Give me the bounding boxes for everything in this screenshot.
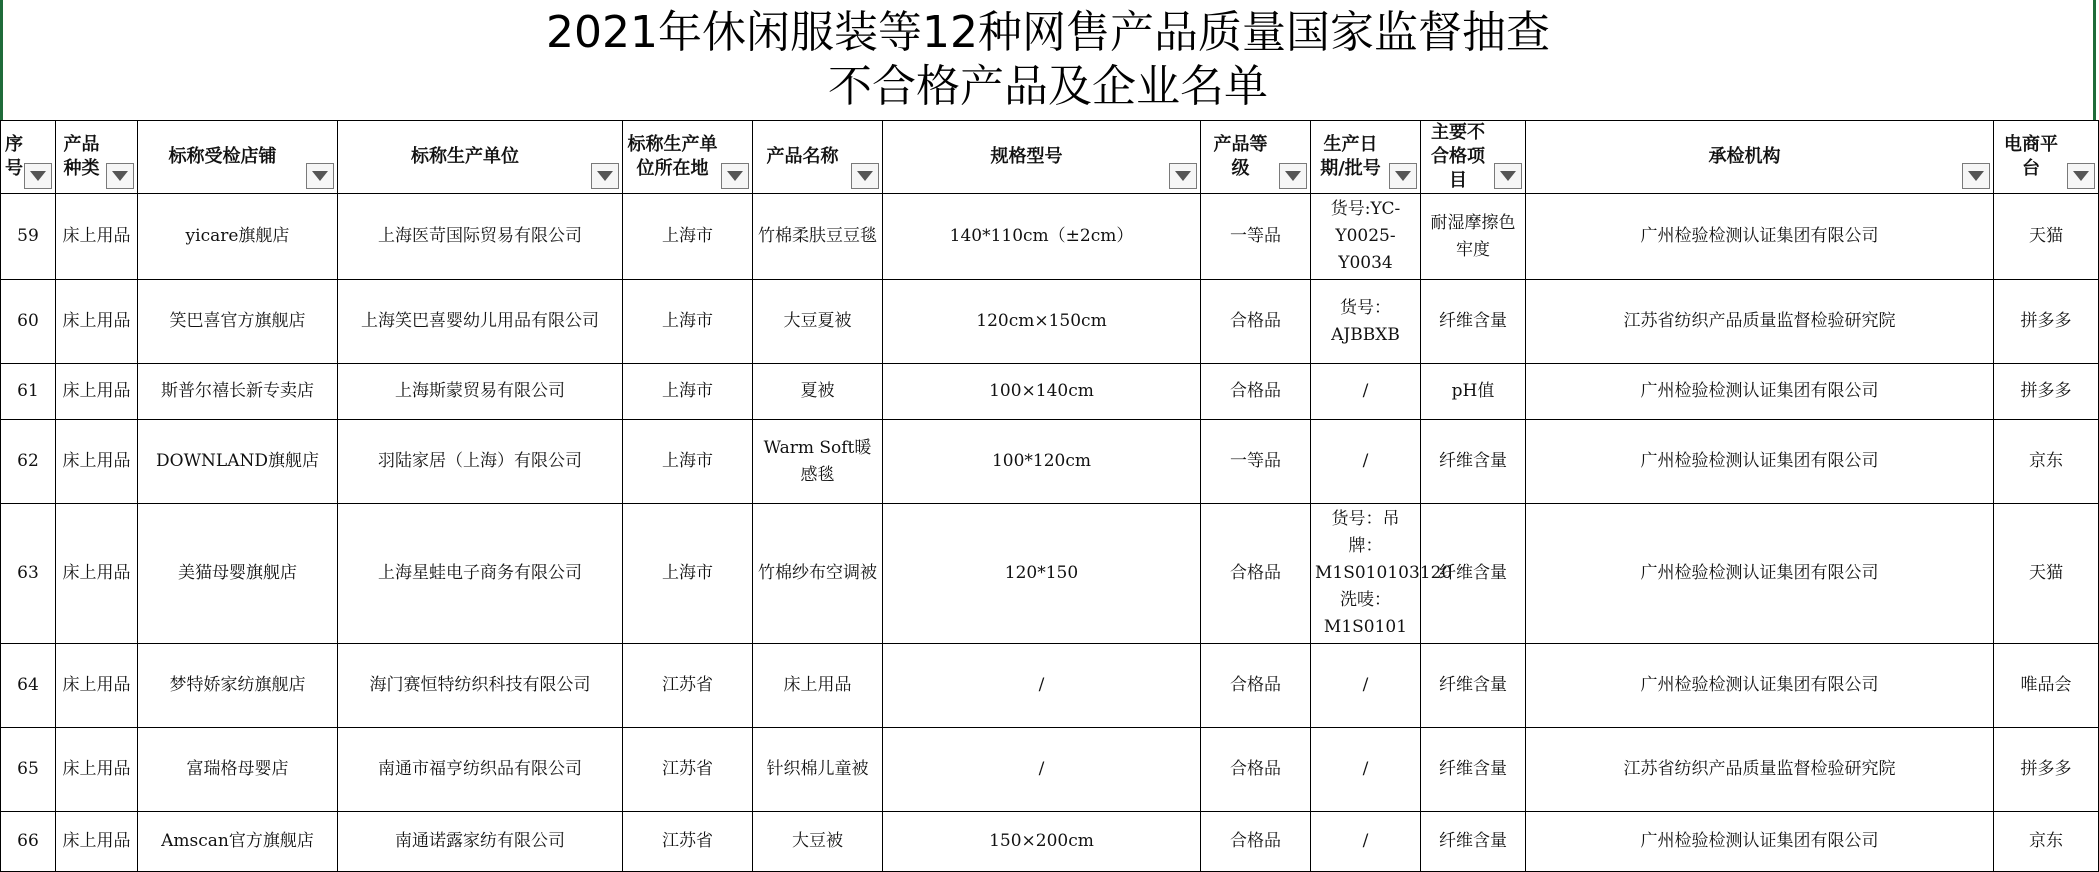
table-cell[interactable]: 床上用品 xyxy=(56,364,138,420)
table-cell[interactable]: 合格品 xyxy=(1201,812,1311,872)
table-cell[interactable]: 100×140cm xyxy=(883,364,1201,420)
table-cell[interactable]: 纤维含量 xyxy=(1421,280,1526,364)
table-cell[interactable]: 拼多多 xyxy=(1994,280,2099,364)
column-header xyxy=(883,121,1201,194)
table-cell[interactable]: 合格品 xyxy=(1201,364,1311,420)
table-cell[interactable]: 床上用品 xyxy=(56,812,138,872)
sheet-title xyxy=(0,0,2096,120)
dropdown-filter-icon[interactable] xyxy=(1279,163,1307,189)
dropdown-filter-icon[interactable] xyxy=(721,163,749,189)
table-cell[interactable]: 江苏省纺织产品质量监督检验研究院 xyxy=(1526,728,1994,812)
table-cell[interactable]: 京东 xyxy=(1994,420,2099,504)
table-cell[interactable]: 65 xyxy=(1,728,56,812)
table-cell[interactable]: 广州检验检测认证集团有限公司 xyxy=(1526,420,1994,504)
table-cell[interactable]: 上海市 xyxy=(623,280,753,364)
column-header-label: 主要不合格项目 xyxy=(1431,122,1485,191)
dropdown-filter-icon[interactable] xyxy=(1169,163,1197,189)
table-cell[interactable]: 上海市 xyxy=(623,194,753,280)
table-cell[interactable]: 南通市福亨纺织品有限公司 xyxy=(338,728,623,812)
table-cell[interactable]: 江苏省纺织产品质量监督检验研究院 xyxy=(1526,280,1994,364)
column-header-label: 标称生产单位所在地 xyxy=(627,134,718,179)
table-cell[interactable]: pH值 xyxy=(1421,364,1526,420)
table-cell[interactable]: 一等品 xyxy=(1201,420,1311,504)
table-cell[interactable]: 广州检验检测认证集团有限公司 xyxy=(1526,364,1994,420)
data-table xyxy=(0,120,2099,872)
column-header xyxy=(1994,121,2099,194)
column-header-label: 产品种类 xyxy=(63,134,100,179)
header-row xyxy=(1,121,2099,194)
table-cell[interactable]: 富瑞格母婴店 xyxy=(138,728,338,812)
table-cell[interactable]: 南通诺露家纺有限公司 xyxy=(338,812,623,872)
table-cell[interactable]: 货号:YC-Y0025-Y0034 xyxy=(1311,194,1421,280)
table-cell[interactable]: 广州检验检测认证集团有限公司 xyxy=(1526,812,1994,872)
table-cell[interactable]: 纤维含量 xyxy=(1421,644,1526,728)
table-cell[interactable]: 合格品 xyxy=(1201,644,1311,728)
dropdown-filter-icon[interactable] xyxy=(24,163,52,189)
table-cell[interactable]: 150×200cm xyxy=(883,812,1201,872)
table-cell[interactable]: 60 xyxy=(1,280,56,364)
table-cell[interactable]: 纤维含量 xyxy=(1421,812,1526,872)
table-cell[interactable]: 货号：AJBBXB xyxy=(1311,280,1421,364)
table-cell[interactable]: 床上用品 xyxy=(56,280,138,364)
table-cell[interactable]: 海门赛恒特纺织科技有限公司 xyxy=(338,644,623,728)
table-cell[interactable]: 斯普尔禧长新专卖店 xyxy=(138,364,338,420)
table-row xyxy=(1,644,2099,728)
dropdown-filter-icon[interactable] xyxy=(2067,163,2095,189)
dropdown-filter-icon[interactable] xyxy=(591,163,619,189)
table-cell[interactable]: 大豆被 xyxy=(753,812,883,872)
table-row xyxy=(1,364,2099,420)
table-cell[interactable]: 夏被 xyxy=(753,364,883,420)
column-header-label: 产品等级 xyxy=(1213,134,1268,179)
table-cell[interactable]: 120cm×150cm xyxy=(883,280,1201,364)
table-cell[interactable]: 美猫母婴旗舰店 xyxy=(138,504,338,644)
table-cell[interactable]: 合格品 xyxy=(1201,504,1311,644)
table-cell[interactable]: / xyxy=(1311,420,1421,504)
table-cell[interactable]: 天猫 xyxy=(1994,504,2099,644)
column-header xyxy=(1,121,56,194)
column-header-label: 承检机构 xyxy=(1708,146,1781,167)
table-cell[interactable]: 61 xyxy=(1,364,56,420)
title-line-2: 不合格产品及企业名单 xyxy=(828,61,1268,112)
table-cell[interactable]: Warm Soft暖感毯 xyxy=(753,420,883,504)
column-header xyxy=(753,121,883,194)
column-header xyxy=(56,121,138,194)
table-cell[interactable]: 64 xyxy=(1,644,56,728)
table-cell[interactable]: / xyxy=(1311,812,1421,872)
table-cell[interactable]: 京东 xyxy=(1994,812,2099,872)
table-cell[interactable]: 天猫 xyxy=(1994,194,2099,280)
table-cell[interactable]: 纤维含量 xyxy=(1421,728,1526,812)
table-cell[interactable]: 床上用品 xyxy=(56,644,138,728)
table-cell[interactable]: 床上用品 xyxy=(753,644,883,728)
table-cell[interactable]: / xyxy=(883,728,1201,812)
table-row xyxy=(1,194,2099,280)
table-cell[interactable]: 羽陆家居（上海）有限公司 xyxy=(338,420,623,504)
table-cell[interactable]: 62 xyxy=(1,420,56,504)
table-cell[interactable]: yicare旗舰店 xyxy=(138,194,338,280)
table-cell[interactable]: 上海市 xyxy=(623,364,753,420)
table-cell[interactable]: 梦特娇家纺旗舰店 xyxy=(138,644,338,728)
column-header xyxy=(338,121,623,194)
table-cell[interactable]: 上海市 xyxy=(623,504,753,644)
table-cell[interactable]: Amscan官方旗舰店 xyxy=(138,812,338,872)
column-header xyxy=(623,121,753,194)
table-cell[interactable]: DOWNLAND旗舰店 xyxy=(138,420,338,504)
column-header-label: 标称生产单位 xyxy=(411,146,519,167)
table-row xyxy=(1,280,2099,364)
table-cell[interactable]: 上海医苛国际贸易有限公司 xyxy=(338,194,623,280)
column-header xyxy=(1311,121,1421,194)
table-cell[interactable]: 120*150 xyxy=(883,504,1201,644)
table-cell[interactable]: 江苏省 xyxy=(623,812,753,872)
dropdown-filter-icon[interactable] xyxy=(1494,163,1522,189)
table-cell[interactable]: 床上用品 xyxy=(56,194,138,280)
table-cell[interactable]: 上海斯蒙贸易有限公司 xyxy=(338,364,623,420)
table-cell[interactable]: 耐湿摩擦色牢度 xyxy=(1421,194,1526,280)
column-header xyxy=(138,121,338,194)
table-cell[interactable]: 纤维含量 xyxy=(1421,420,1526,504)
column-header-label: 生产日期/批号 xyxy=(1320,134,1381,179)
table-cell[interactable]: 床上用品 xyxy=(56,728,138,812)
column-header xyxy=(1526,121,1994,194)
table-cell[interactable]: 大豆夏被 xyxy=(753,280,883,364)
column-header-label: 产品名称 xyxy=(766,146,839,167)
title-line-1: 2021年休闲服装等12种网售产品质量国家监督抽查 xyxy=(546,7,1550,58)
table-cell[interactable]: / xyxy=(1311,644,1421,728)
dropdown-filter-icon[interactable] xyxy=(1389,163,1417,189)
table-cell[interactable]: 广州检验检测认证集团有限公司 xyxy=(1526,644,1994,728)
table-cell[interactable]: 货号：吊牌：M1S010103120 洗唛：M1S0101 xyxy=(1311,504,1421,644)
table-cell[interactable]: 床上用品 xyxy=(56,420,138,504)
dropdown-filter-icon[interactable] xyxy=(1962,163,1990,189)
table-cell[interactable]: 100*120cm xyxy=(883,420,1201,504)
column-header xyxy=(1421,121,1526,194)
table-cell[interactable]: / xyxy=(883,644,1201,728)
table-cell[interactable]: 63 xyxy=(1,504,56,644)
table-cell[interactable]: 广州检验检测认证集团有限公司 xyxy=(1526,504,1994,644)
table-cell[interactable]: 床上用品 xyxy=(56,504,138,644)
table-cell[interactable]: 合格品 xyxy=(1201,728,1311,812)
table-cell[interactable]: 笑巴喜官方旗舰店 xyxy=(138,280,338,364)
column-header-label: 标称受检店铺 xyxy=(168,146,277,167)
table-cell[interactable]: 纤维含量 xyxy=(1421,504,1526,644)
table-cell[interactable]: 上海星蛙电子商务有限公司 xyxy=(338,504,623,644)
table-cell[interactable]: / xyxy=(1311,364,1421,420)
table-row xyxy=(1,420,2099,504)
table-cell[interactable]: 竹棉纱布空调被 xyxy=(753,504,883,644)
table-cell[interactable]: 江苏省 xyxy=(623,728,753,812)
table-body xyxy=(1,194,2099,872)
table-cell[interactable]: 上海市 xyxy=(623,420,753,504)
table-cell[interactable]: 江苏省 xyxy=(623,644,753,728)
table-cell[interactable]: / xyxy=(1311,728,1421,812)
column-header xyxy=(1201,121,1311,194)
table-cell[interactable]: 针织棉儿童被 xyxy=(753,728,883,812)
table-cell[interactable]: 拼多多 xyxy=(1994,364,2099,420)
table-cell[interactable]: 拼多多 xyxy=(1994,728,2099,812)
table-cell[interactable]: 竹棉柔肤豆豆毯 xyxy=(753,194,883,280)
table-cell[interactable]: 上海笑巴喜婴幼儿用品有限公司 xyxy=(338,280,623,364)
table-cell[interactable]: 66 xyxy=(1,812,56,872)
table-row xyxy=(1,504,2099,644)
table-cell[interactable]: 140*110cm（±2cm） xyxy=(883,194,1201,280)
dropdown-filter-icon[interactable] xyxy=(106,163,134,189)
table-cell[interactable]: 一等品 xyxy=(1201,194,1311,280)
dropdown-filter-icon[interactable] xyxy=(851,163,879,189)
dropdown-filter-icon[interactable] xyxy=(306,163,334,189)
table-row xyxy=(1,812,2099,872)
table-cell[interactable]: 唯品会 xyxy=(1994,644,2099,728)
table-row xyxy=(1,728,2099,812)
table-cell[interactable]: 广州检验检测认证集团有限公司 xyxy=(1526,194,1994,280)
column-header-label: 规格型号 xyxy=(990,146,1063,167)
table-cell[interactable]: 合格品 xyxy=(1201,280,1311,364)
column-header-label: 电商平台 xyxy=(2004,134,2058,179)
column-header-label: 序号 xyxy=(5,134,23,179)
table-cell[interactable]: 59 xyxy=(1,194,56,280)
